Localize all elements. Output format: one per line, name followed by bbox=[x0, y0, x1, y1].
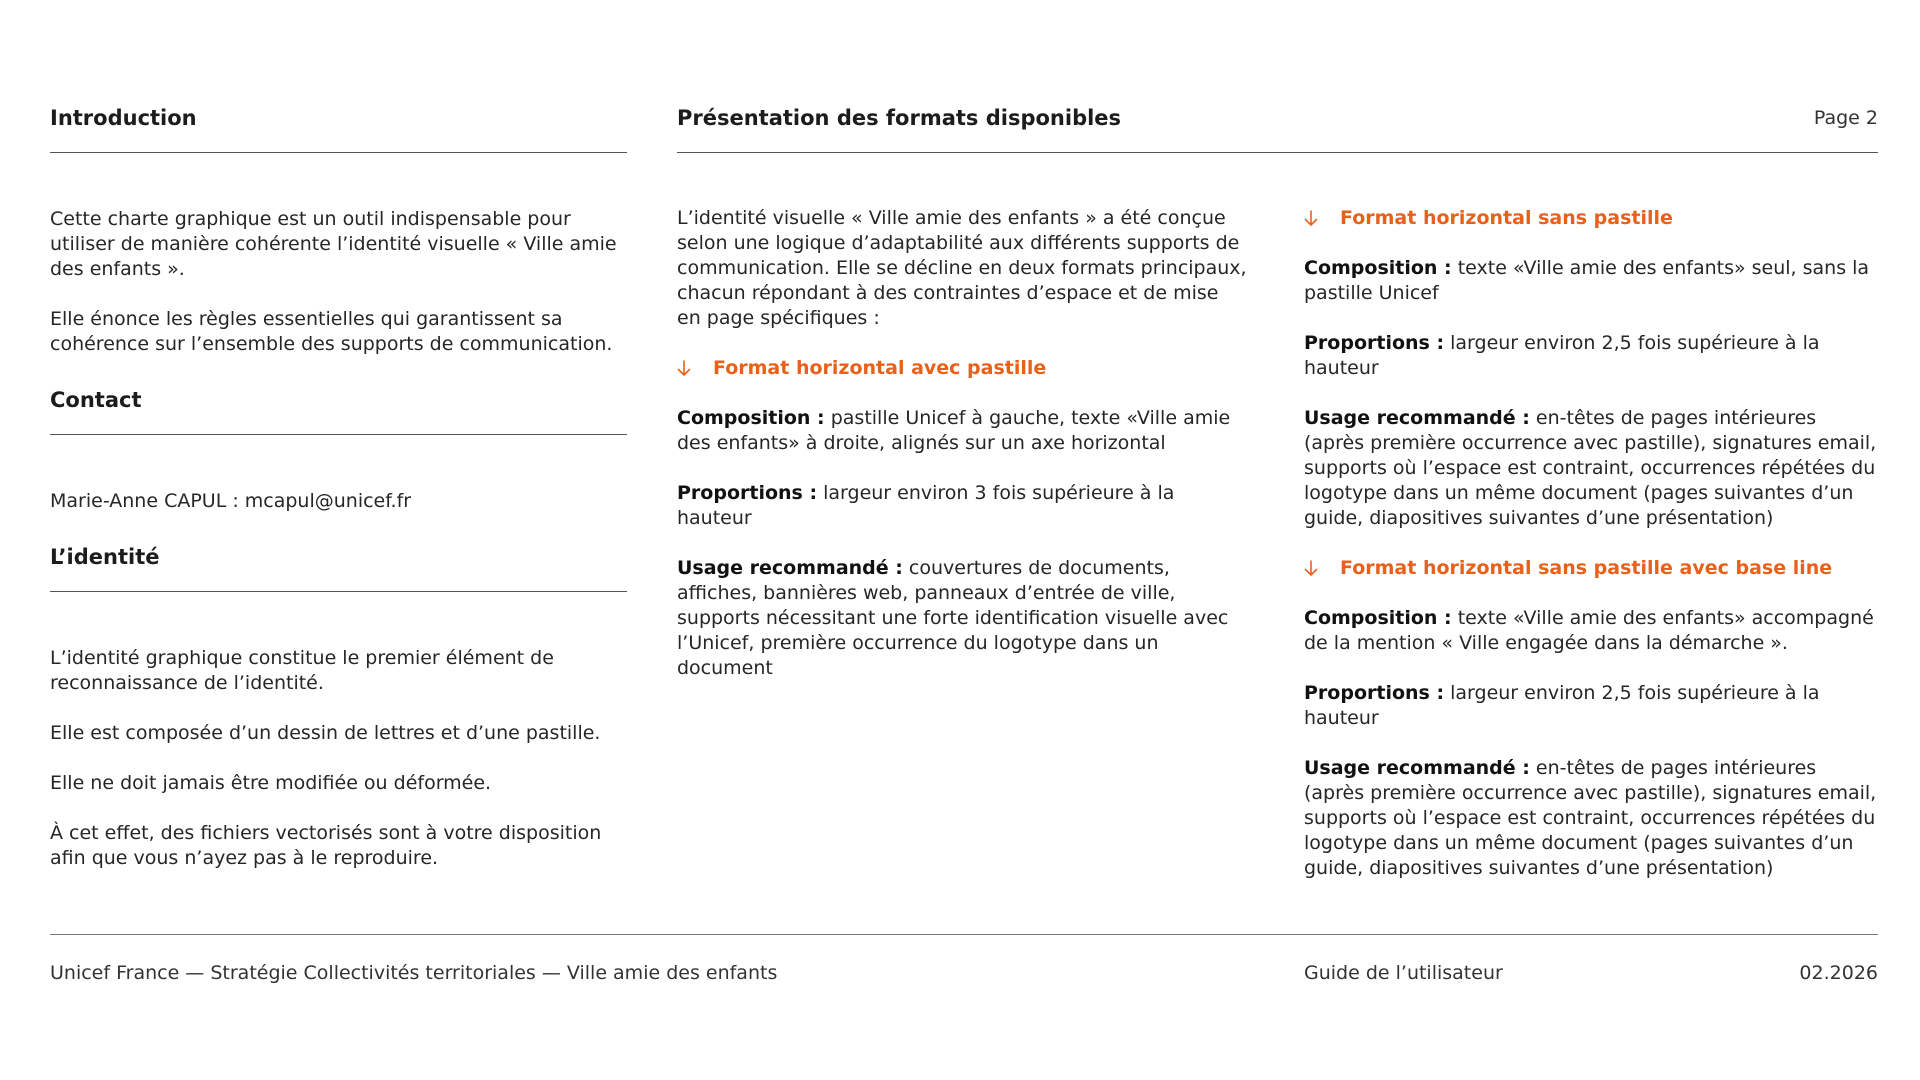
format-composition bbox=[1304, 606, 1878, 656]
introduction-title: Introduction bbox=[50, 106, 197, 130]
left-column bbox=[50, 100, 627, 896]
right-column bbox=[1304, 100, 1878, 906]
value: largeur environ 2,5 fois supérieure à la hauteur bbox=[1304, 682, 1820, 729]
formats-intro: L’identité visuelle « Ville amie des enfants » a été conçue selon une logique d’adaptabilité aux différents supports de communication. Elle se décline en deux formats principaux, chacun répondant à des contraintes d’espace et de mise en page spécifiques : bbox=[677, 207, 1247, 329]
identity-paragraph: L’identité graphique constitue le premier élément de reconnaissance de l’identité. bbox=[50, 647, 554, 694]
label: Proportions : bbox=[677, 482, 818, 504]
contact-header bbox=[50, 382, 627, 435]
label: Usage recommandé : bbox=[1304, 757, 1530, 779]
identity-section bbox=[50, 539, 627, 871]
page-number: Page 2 bbox=[1813, 107, 1878, 129]
format-composition bbox=[1304, 256, 1878, 306]
label: Proportions : bbox=[1304, 332, 1445, 354]
arrow-down-icon bbox=[1304, 560, 1318, 577]
label: Composition : bbox=[677, 407, 825, 429]
value: couvertures de documents, affiches, bannières web, panneaux d’entrée de ville, supports nécessitant une forte identification visuelle avec l’Unicef, première occurrence du logotype dans un document bbox=[677, 557, 1229, 679]
value: texte «Ville amie des enfants» accompagné de la mention « Ville engagée dans la démarche ». bbox=[1304, 607, 1874, 654]
format-usage bbox=[677, 556, 1247, 681]
format-heading-label: Format horizontal avec pastille bbox=[713, 357, 1047, 379]
footer-guide-label: Guide de l’utilisateur bbox=[1304, 962, 1503, 984]
footer-date: 02.2026 bbox=[1799, 962, 1878, 984]
identity-paragraph: À cet effet, des fichiers vectorisés sont à votre disposition afin que vous n’ayez pas à le reproduire. bbox=[50, 822, 602, 869]
introduction-header bbox=[50, 100, 627, 153]
formats-title: Présentation des formats disponibles bbox=[677, 106, 1122, 130]
format-proportions bbox=[1304, 331, 1878, 381]
introduction-paragraph: Cette charte graphique est un outil indispensable pour utiliser de manière cohérente l’identité visuelle « Ville amie des enfants ». bbox=[50, 208, 617, 280]
arrow-down-icon bbox=[677, 360, 691, 377]
value: en-têtes de pages intérieures (après première occurrence avec pastille), signatures email, supports où l’espace est contraint, occurrences répétées du logotype dans un même document (pages suivantes d’un guide, diapositives suivantes d’une présentation) bbox=[1304, 407, 1877, 529]
middle-column bbox=[677, 100, 1247, 706]
value: en-têtes de pages intérieures (après première occurrence avec pastille), signatures email, supports où l’espace est contraint, occurrences répétées du logotype dans un même document (pages suivantes d’un guide, diapositives suivantes d’une présentation) bbox=[1304, 757, 1877, 879]
identity-paragraph: Elle est composée d’un dessin de lettres et d’une pastille. bbox=[50, 722, 601, 744]
label: Usage recommandé : bbox=[1304, 407, 1530, 429]
identity-header bbox=[50, 539, 627, 592]
identity-title: L’identité bbox=[50, 545, 160, 569]
value: texte «Ville amie des enfants» seul, sans la pastille Unicef bbox=[1304, 257, 1870, 304]
identity-paragraph: Elle ne doit jamais être modifiée ou déformée. bbox=[50, 772, 492, 794]
document-page bbox=[50, 0, 1878, 1080]
label: Proportions : bbox=[1304, 682, 1445, 704]
format-composition bbox=[677, 406, 1247, 456]
format-heading bbox=[1304, 206, 1878, 231]
contact-title: Contact bbox=[50, 388, 142, 412]
format-heading-label: Format horizontal sans pastille bbox=[1340, 207, 1673, 229]
value: largeur environ 2,5 fois supérieure à la hauteur bbox=[1304, 332, 1820, 379]
format-heading bbox=[677, 356, 1247, 381]
format-proportions bbox=[1304, 681, 1878, 731]
contact-info: Marie-Anne CAPUL : mcapul@unicef.fr bbox=[50, 490, 412, 512]
format-usage bbox=[1304, 756, 1878, 881]
format-usage bbox=[1304, 406, 1878, 531]
label: Composition : bbox=[1304, 257, 1452, 279]
footer-document-title: Unicef France — Stratégie Collectivités territoriales — Ville amie des enfants bbox=[50, 962, 778, 984]
value: largeur environ 3 fois supérieure à la hauteur bbox=[677, 482, 1175, 529]
format-heading bbox=[1304, 556, 1878, 581]
arrow-down-icon bbox=[1304, 210, 1318, 227]
label: Usage recommandé : bbox=[677, 557, 903, 579]
value: pastille Unicef à gauche, texte «Ville amie des enfants» à droite, alignés sur un axe horizontal bbox=[677, 407, 1231, 454]
format-heading-label: Format horizontal sans pastille avec base line bbox=[1340, 557, 1833, 579]
label: Composition : bbox=[1304, 607, 1452, 629]
introduction-section bbox=[50, 100, 627, 357]
page-footer bbox=[50, 934, 1878, 995]
introduction-paragraph: Elle énonce les règles essentielles qui garantissent sa cohérence sur l’ensemble des supports de communication. bbox=[50, 308, 613, 355]
format-proportions bbox=[677, 481, 1247, 531]
contact-section bbox=[50, 382, 627, 514]
